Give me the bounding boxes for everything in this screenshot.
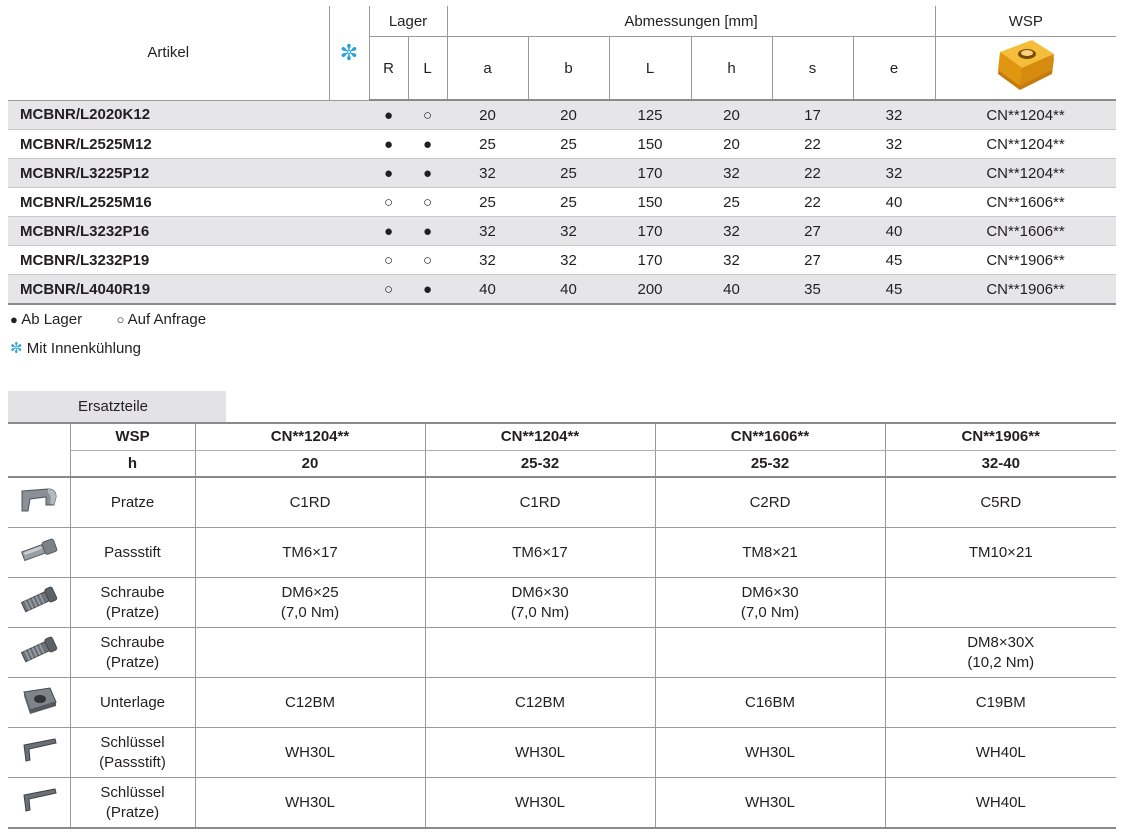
part-value-line1: DM6×30	[741, 583, 799, 601]
parts-header-h-row	[8, 451, 1116, 478]
header-length: L	[609, 37, 691, 101]
dim-b: 25	[528, 159, 609, 188]
part-image	[8, 528, 70, 578]
dim-s: 22	[772, 159, 853, 188]
filled-dot-icon: ●	[10, 312, 18, 327]
part-value	[655, 678, 885, 728]
dim-length: 170	[609, 217, 691, 246]
part-value	[885, 678, 1116, 728]
parts-header-wsp: WSP	[70, 423, 195, 451]
dim-e: 32	[853, 159, 935, 188]
part-value-line1: DM8×30X	[967, 633, 1035, 651]
product-row	[8, 275, 1116, 305]
part-value	[655, 728, 885, 778]
pin-icon	[18, 552, 60, 569]
part-value-line1: C5RD	[980, 493, 1022, 511]
cooling-cell	[329, 188, 369, 217]
cooling-cell	[329, 275, 369, 305]
product-row	[8, 100, 1116, 130]
wsp-cell: CN**1606**	[935, 188, 1116, 217]
parts-col-wsp: CN**1204**	[195, 423, 425, 451]
cooling-cell	[329, 130, 369, 159]
stock-r: ●	[369, 217, 408, 246]
part-value-line1: TM8×21	[742, 543, 798, 561]
part-value-line1: DM6×30	[511, 583, 569, 601]
part-value	[425, 628, 655, 678]
cooling-cell	[329, 246, 369, 275]
cooling-legend-icon: ✼	[10, 340, 23, 357]
part-name-line2: (Pratze)	[105, 803, 160, 821]
part-value	[425, 477, 655, 528]
insert-image	[935, 37, 1116, 101]
dim-s: 35	[772, 275, 853, 305]
part-value-line1: WH40L	[975, 743, 1026, 761]
header-r: R	[369, 37, 408, 101]
dim-h: 32	[691, 159, 772, 188]
artikel-cell: MCBNR/L3232P19	[8, 246, 329, 275]
legend-auf-anfrage: Auf Anfrage	[127, 311, 207, 328]
part-value-line1: WH30L	[514, 793, 566, 811]
part-value	[425, 578, 655, 628]
stock-r: ○	[369, 246, 408, 275]
parts-col-h: 32-40	[885, 451, 1116, 478]
parts-col-h: 25-32	[425, 451, 655, 478]
part-value-line1: C19BM	[975, 693, 1026, 711]
part-value	[425, 728, 655, 778]
product-row	[8, 159, 1116, 188]
ersatzteile-tab	[8, 391, 226, 422]
part-value	[195, 528, 425, 578]
ersatzteile-label: Ersatzteile	[78, 398, 149, 415]
part-name-line2: (Pratze)	[105, 653, 160, 671]
dim-e: 32	[853, 130, 935, 159]
part-name	[70, 678, 195, 728]
stock-r: ○	[369, 188, 408, 217]
part-value-line2: (10,2 Nm)	[967, 653, 1035, 671]
part-value-line1: C1RD	[289, 493, 331, 511]
wsp-cell: CN**1204**	[935, 130, 1116, 159]
part-name-line2: (Passstift)	[99, 753, 166, 771]
stock-r: ●	[369, 159, 408, 188]
screw-icon	[18, 602, 60, 619]
dim-e: 45	[853, 275, 935, 305]
dim-h: 32	[691, 217, 772, 246]
cooling-icon: ✼	[339, 39, 359, 65]
parts-col-h: 20	[195, 451, 425, 478]
stock-l: ●	[408, 130, 447, 159]
dim-a: 32	[447, 246, 528, 275]
wsp-cell: CN**1906**	[935, 275, 1116, 305]
dim-length: 200	[609, 275, 691, 305]
part-name	[70, 477, 195, 528]
carbide-insert-icon	[994, 38, 1058, 94]
dim-e: 32	[853, 100, 935, 130]
part-name-line1: Pratze	[110, 493, 155, 511]
spare-part-row	[8, 728, 1116, 778]
shim-icon	[18, 703, 60, 720]
part-value	[425, 778, 655, 829]
dim-b: 32	[528, 246, 609, 275]
stock-l: ○	[408, 246, 447, 275]
part-value-line1: C1RD	[519, 493, 561, 511]
part-name-line1: Unterlage	[99, 693, 166, 711]
dim-a: 25	[447, 130, 528, 159]
part-value-line1: C2RD	[749, 493, 791, 511]
part-value-line1: WH40L	[975, 793, 1026, 811]
parts-col-wsp: CN**1606**	[655, 423, 885, 451]
wsp-cell: CN**1606**	[935, 217, 1116, 246]
part-name-line1: Schlüssel	[100, 783, 165, 801]
parts-header-h: h	[70, 451, 195, 478]
header-b: b	[528, 37, 609, 101]
dim-e: 45	[853, 246, 935, 275]
part-image	[8, 728, 70, 778]
header-e: e	[853, 37, 935, 101]
header-h: h	[691, 37, 772, 101]
dim-length: 125	[609, 100, 691, 130]
part-value-line1: WH30L	[284, 743, 336, 761]
artikel-cell: MCBNR/L2525M12	[8, 130, 329, 159]
dim-a: 25	[447, 188, 528, 217]
part-value	[655, 778, 885, 829]
part-value	[195, 477, 425, 528]
wsp-cell: CN**1204**	[935, 159, 1116, 188]
artikel-cell: MCBNR/L3225P12	[8, 159, 329, 188]
dim-e: 40	[853, 188, 935, 217]
part-value	[195, 728, 425, 778]
stock-l: ●	[408, 159, 447, 188]
part-value	[655, 578, 885, 628]
clamp-icon	[18, 502, 60, 519]
part-value	[885, 528, 1116, 578]
dim-s: 22	[772, 130, 853, 159]
dim-s: 22	[772, 188, 853, 217]
part-value-line1: TM6×17	[282, 543, 338, 561]
part-value	[885, 628, 1116, 678]
parts-col-h: 25-32	[655, 451, 885, 478]
dim-h: 20	[691, 130, 772, 159]
part-name	[70, 728, 195, 778]
part-value-line1: C16BM	[744, 693, 796, 711]
dim-length: 170	[609, 246, 691, 275]
dim-e: 40	[853, 217, 935, 246]
product-row	[8, 188, 1116, 217]
header-a: a	[447, 37, 528, 101]
part-value	[425, 678, 655, 728]
dim-b: 20	[528, 100, 609, 130]
dim-b: 25	[528, 130, 609, 159]
part-value-line1: TM10×21	[968, 543, 1033, 561]
dim-b: 40	[528, 275, 609, 305]
dim-h: 25	[691, 188, 772, 217]
header-abmessungen: Abmessungen [mm]	[447, 6, 935, 37]
part-value-line1: DM6×25	[281, 583, 339, 601]
header-artikel: Artikel	[8, 6, 329, 100]
part-value-line1: C12BM	[514, 693, 566, 711]
part-value	[195, 578, 425, 628]
header-s: s	[772, 37, 853, 101]
dim-length: 170	[609, 159, 691, 188]
legend-cooling	[10, 339, 141, 357]
part-value	[885, 728, 1116, 778]
part-value-line2: (7,0 Nm)	[740, 603, 800, 621]
dim-a: 20	[447, 100, 528, 130]
product-row	[8, 130, 1116, 159]
wsp-cell: CN**1906**	[935, 246, 1116, 275]
spare-part-row	[8, 578, 1116, 628]
header-cooling-icon	[329, 6, 369, 100]
product-table	[8, 6, 1116, 305]
dim-h: 20	[691, 100, 772, 130]
spare-part-row	[8, 678, 1116, 728]
cooling-cell	[329, 217, 369, 246]
dim-b: 25	[528, 188, 609, 217]
screw-icon	[18, 652, 60, 669]
part-value	[655, 477, 885, 528]
part-name	[70, 528, 195, 578]
part-name-line1: Schraube	[100, 583, 165, 601]
part-name-line1: Schlüssel	[100, 733, 165, 751]
part-name-line2: (Pratze)	[105, 603, 160, 621]
spare-part-row	[8, 778, 1116, 829]
stock-r: ○	[369, 275, 408, 305]
header-blank	[8, 423, 70, 477]
part-name	[70, 578, 195, 628]
dim-s: 17	[772, 100, 853, 130]
part-name	[70, 628, 195, 678]
stock-r: ●	[369, 130, 408, 159]
part-value	[885, 578, 1116, 628]
stock-l: ●	[408, 275, 447, 305]
hex-key-icon	[18, 752, 60, 769]
part-image	[8, 678, 70, 728]
parts-col-wsp: CN**1906**	[885, 423, 1116, 451]
spare-parts-table	[8, 422, 1116, 829]
dim-length: 150	[609, 188, 691, 217]
legend-ab-lager: Ab Lager	[21, 311, 83, 328]
dim-s: 27	[772, 246, 853, 275]
cooling-cell	[329, 100, 369, 130]
stock-r: ●	[369, 100, 408, 130]
stock-l: ○	[408, 100, 447, 130]
legend-innenkuehlung: Mit Innenkühlung	[26, 340, 141, 357]
dim-b: 32	[528, 217, 609, 246]
hex-key-icon	[18, 802, 60, 819]
part-value-line1: WH30L	[514, 743, 566, 761]
part-name	[70, 778, 195, 829]
stock-l: ●	[408, 217, 447, 246]
artikel-cell: MCBNR/L2525M16	[8, 188, 329, 217]
wsp-cell: CN**1204**	[935, 100, 1116, 130]
dim-a: 32	[447, 159, 528, 188]
part-value-line1: WH30L	[744, 743, 796, 761]
part-value-line1: WH30L	[284, 793, 336, 811]
parts-col-wsp: CN**1204**	[425, 423, 655, 451]
spare-part-row	[8, 528, 1116, 578]
product-row	[8, 217, 1116, 246]
cooling-cell	[329, 159, 369, 188]
stock-l: ○	[408, 188, 447, 217]
artikel-cell: MCBNR/L2020K12	[8, 100, 329, 130]
part-value	[195, 778, 425, 829]
spare-part-row	[8, 477, 1116, 528]
part-image	[8, 778, 70, 829]
part-value	[655, 628, 885, 678]
part-name-line1: Passstift	[104, 543, 161, 561]
part-value	[195, 678, 425, 728]
part-image	[8, 578, 70, 628]
header-wsp: WSP	[935, 6, 1116, 37]
artikel-cell: MCBNR/L3232P16	[8, 217, 329, 246]
dim-h: 40	[691, 275, 772, 305]
part-value	[195, 628, 425, 678]
part-value	[885, 778, 1116, 829]
product-row	[8, 246, 1116, 275]
part-name-line1: Schraube	[100, 633, 165, 651]
open-dot-icon: ○	[116, 312, 125, 327]
parts-header-wsp-row	[8, 423, 1116, 451]
header-l: L	[408, 37, 447, 101]
part-value-line1: C12BM	[284, 693, 336, 711]
header-lager: Lager	[369, 6, 447, 37]
dim-s: 27	[772, 217, 853, 246]
part-value-line1: WH30L	[744, 793, 796, 811]
legend-stock	[10, 311, 206, 328]
part-value	[885, 477, 1116, 528]
artikel-cell: MCBNR/L4040R19	[8, 275, 329, 305]
dim-a: 32	[447, 217, 528, 246]
dim-length: 150	[609, 130, 691, 159]
part-value-line2: (7,0 Nm)	[510, 603, 570, 621]
part-image	[8, 628, 70, 678]
spare-part-row	[8, 628, 1116, 678]
part-value-line2: (7,0 Nm)	[280, 603, 340, 621]
dim-h: 32	[691, 246, 772, 275]
part-value	[655, 528, 885, 578]
part-image	[8, 477, 70, 528]
dim-a: 40	[447, 275, 528, 305]
part-value-line1: TM6×17	[512, 543, 568, 561]
part-value	[425, 528, 655, 578]
